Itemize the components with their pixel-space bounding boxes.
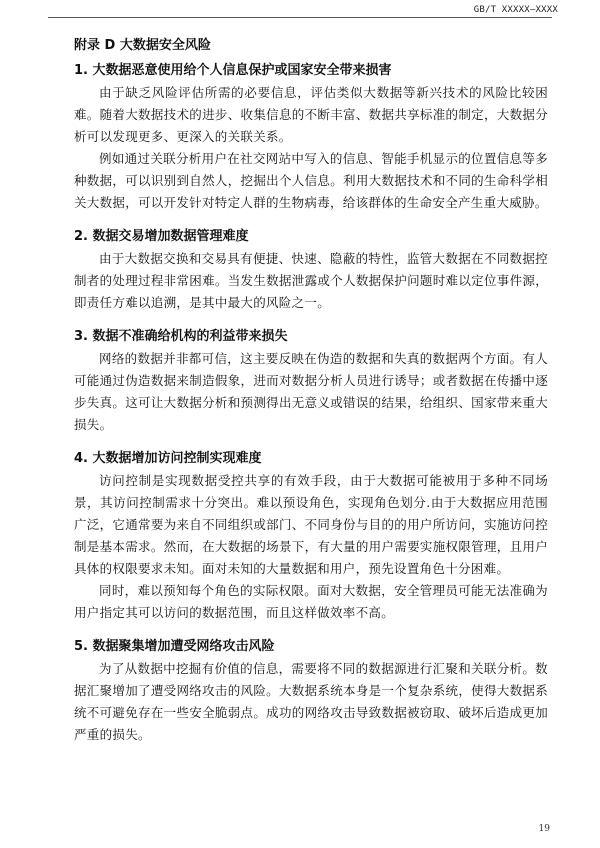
section-heading: 4. 大数据增加访问控制实现难度 [74,451,262,466]
paragraph: 同时，难以预知每个角色的实际权限。面对大数据，安全管理员可能无法准确为用户指定其可以访问的数据范围，而且这样做效率不高。 [74,583,548,620]
section-heading: 5. 数据聚集增加遭受网络攻击风险 [74,639,275,654]
paragraph: 网络的数据并非都可信，这主要反映在伪造的数据和失真的数据两个方面。有人可能通过伪造数据来制造假象，进而对数据分析人员进行诱导；或者数据在传播中逐步失真。这可让大数据分析和预测得出无意义或错误的结果，给组织、国家带来重大损失。 [74,351,548,432]
section-heading: 1. 大数据恶意使用给个人信息保护或国家安全带来损害 [74,63,392,78]
paragraph: 由于大数据交换和交易具有便捷、快速、隐蔽的特性，监管大数据在不同数据控制者的处理过程非常困难。当发生数据泄露或个人数据保护问题时难以定位事件源，即责任方难以追溯，是其中最大的风险之一。 [74,251,548,310]
section-5 [74,636,548,746]
paragraph: 访问控制是实现数据受控共享的有效手段，由于大数据可能被用于多种不同场景，其访问控制需求十分突出。难以预设角色，实现角色划分.由于大数据应用范围广泛，它通常要为来自不同组织或部门、不同身份与目的的用户所访问，实施访问控制是基本需求。然而，在大数据的场景下，有大量的用户需要实施权限管理，且用户具体的权限要求未知。面对未知的大量数据和用户，预先设置角色十分困难。 [74,473,548,576]
header-divider [48,17,552,18]
paragraph: 为了从数据中挖掘有价值的信息，需要将不同的数据源进行汇聚和关联分析。数据汇聚增加了遭受网络攻击的风险。大数据系统本身是一个复杂系统，使得大数据系统不可避免存在一些安全脆弱点。成功的网络攻击导致数据被窃取、破坏后造成更加严重的损失。 [74,661,548,742]
paragraph: 由于缺乏风险评估所需的必要信息，评估类似大数据等新兴技术的风险比较困难。随着大数据技术的进步、收集信息的不断丰富、数据共享标准的制定，大数据分析可以发现更多、更深入的关联关系。 [74,85,548,144]
section-2 [74,226,548,314]
section-heading: 2. 数据交易增加数据管理难度 [74,229,249,244]
section-1 [74,60,548,214]
section-4 [74,448,548,624]
document-body [74,60,548,758]
section-3 [74,326,548,436]
standard-code-header: GB/T XXXXX—XXXX [473,5,558,15]
page-number: 19 [538,824,550,834]
paragraph: 例如通过关联分析用户在社交网站中写入的信息、智能手机显示的位置信息等多种数据，可以识别到自然人，挖掘出个人信息。利用大数据技术和不同的生命科学相关大数据，可以开发针对特定人群的生物病毒，给该群体的生命安全产生重大威胁。 [74,151,548,210]
section-heading: 3. 数据不准确给机构的利益带来损失 [74,329,288,344]
annex-title: 附录 D 大数据安全风险 [74,38,211,53]
